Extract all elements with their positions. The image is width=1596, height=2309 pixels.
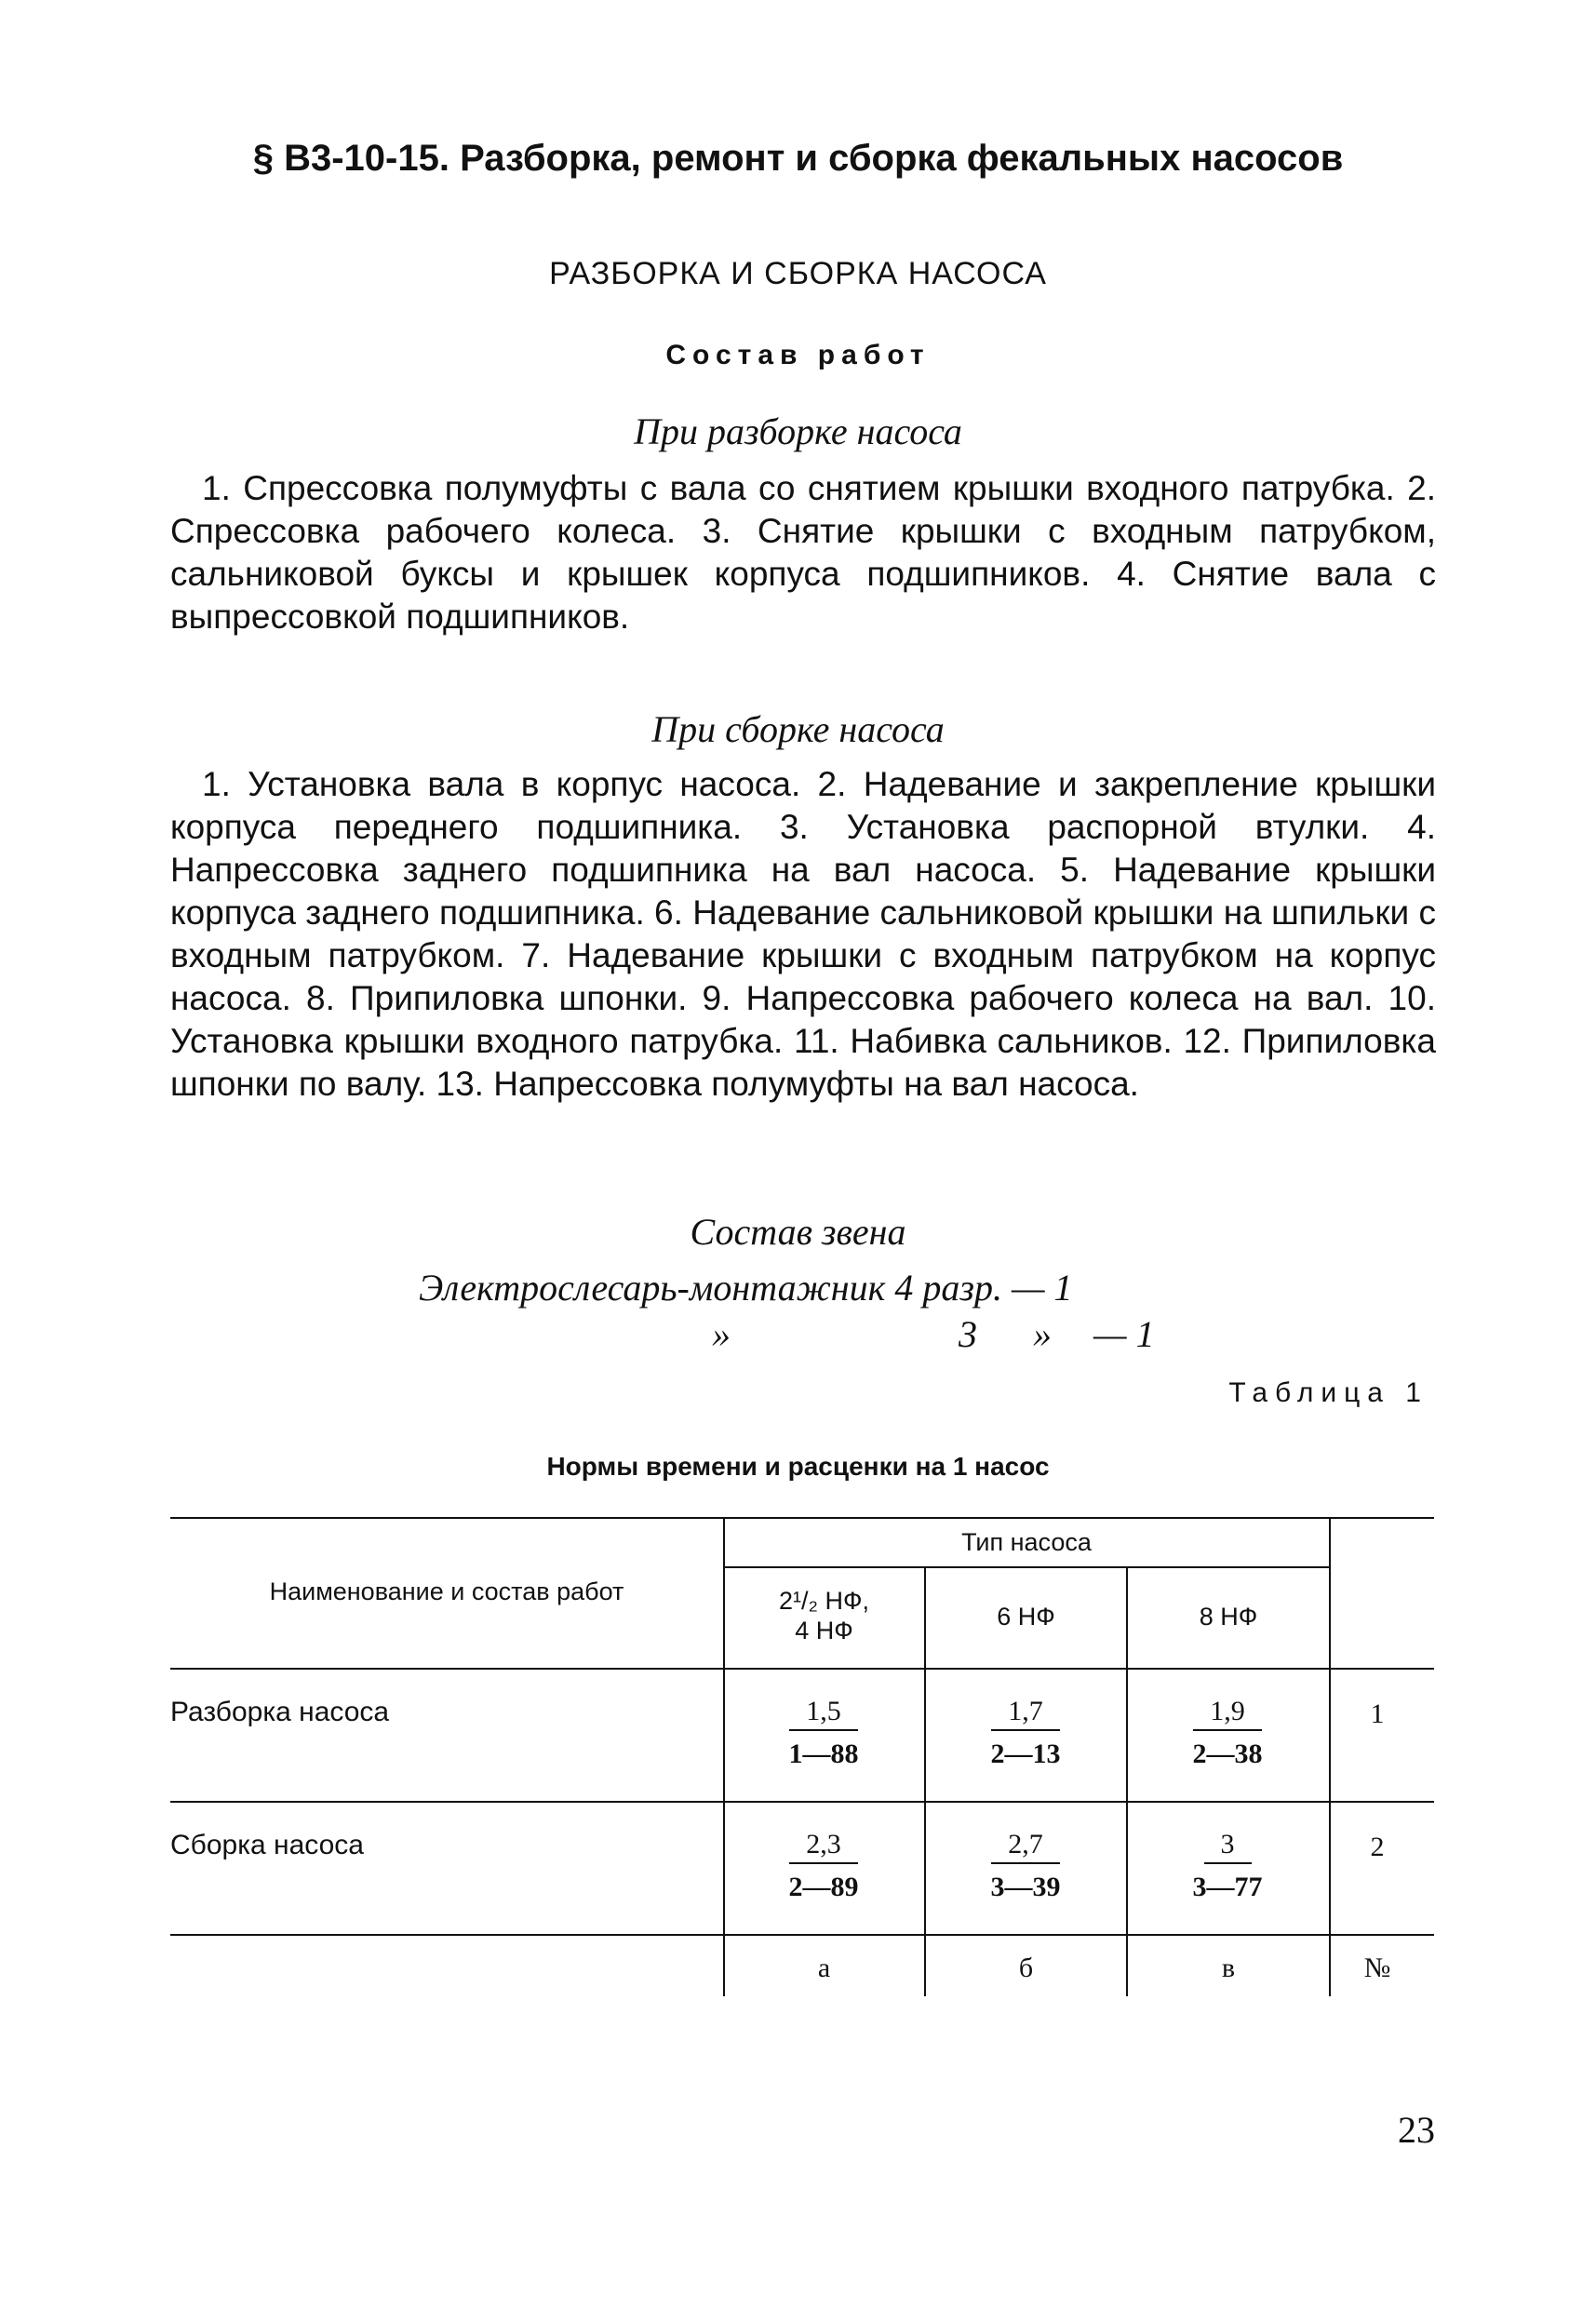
crew-title: Состав звена xyxy=(690,1211,906,1253)
assembly-text: 1. Установка вала в корпус насоса. 2. Надевание и закрепление крышки корпуса переднего подшипника. 3. Установка распорной втулки. 4. Напрессовка заднего подшипника на вал насоса. 5. Надевание крышки корпуса заднего подшипника. 6. Надевание сальниковой крышки на шпильки с входным патрубком. 7. Надевание крышки с входным патрубком на корпус насоса. 8. Припиловка шпонки. 9. Напрессовка рабочего колеса на вал. 10. Установка крышки входного патрубка. 11. Набивка сальников. 12. Припиловка шпонки по валу. 13. Напрессовка полумуфты на вал насоса. xyxy=(170,765,1436,1103)
table-top-rule xyxy=(170,1517,1434,1519)
disassembly-text: 1. Спрессовка полумуфты с вала со снятием крышки входного патрубка. 2. Спрессовка рабочего колеса. 3. Снятие крышки с входным патрубком, сальниковой буксы и крышек корпуса подшипников. 4. Снятие вала с выпрессовкой подшипников. xyxy=(170,469,1436,636)
row-1-name: Разборка насоса xyxy=(170,1697,390,1727)
table-title: Нормы времени и расценки на 1 насос xyxy=(546,1452,1050,1481)
pump-type-col-b: 6 НФ xyxy=(997,1603,1055,1631)
time-norm: 1,5 xyxy=(789,1696,858,1731)
crew-count: — 1 xyxy=(1093,1313,1155,1355)
section-title: РАЗБОРКА И СБОРКА НАСОСА xyxy=(549,256,1047,291)
col-name-header: Наименование и состав работ xyxy=(269,1577,624,1605)
table-label: Таблица 1 xyxy=(1228,1377,1428,1408)
time-norm: 1,9 xyxy=(1193,1696,1262,1731)
crew-ditto-2: » xyxy=(1033,1313,1052,1355)
work-composition-title: Состав работ xyxy=(665,340,931,370)
crew-ditto-1: » xyxy=(712,1313,731,1355)
time-norm: 1,7 xyxy=(991,1696,1060,1731)
footer-col-c: в xyxy=(1221,1953,1236,1983)
price: 3—77 xyxy=(1192,1872,1263,1902)
row-2-col-b xyxy=(923,1829,1128,1903)
row-2-col-a xyxy=(721,1829,926,1903)
footer-col-number: № xyxy=(1363,1953,1391,1983)
time-norm: 3 xyxy=(1204,1829,1252,1864)
pump-type-rule xyxy=(724,1566,1331,1568)
time-norm: 2,7 xyxy=(991,1829,1060,1864)
pump-type-col-a: 2¹/₂ НФ, 4 НФ xyxy=(778,1587,870,1644)
row-2-number: 2 xyxy=(1370,1832,1385,1862)
row-1-col-b xyxy=(923,1696,1128,1770)
pump-type-col-c: 8 НФ xyxy=(1199,1603,1258,1631)
page-heading: § В3-10-15. Разборка, ремонт и сборка фекальных насосов xyxy=(252,138,1344,179)
crew-line-1: Электрослесарь-монтажник 4 разр. — 1 xyxy=(419,1267,1073,1309)
disassembly-title: При разборке насоса xyxy=(634,410,962,452)
price: 2—13 xyxy=(990,1738,1061,1769)
price: 2—89 xyxy=(788,1872,859,1902)
footer-col-b: б xyxy=(1018,1953,1034,1983)
row-2-col-c xyxy=(1125,1829,1330,1903)
row-1-rule xyxy=(170,1801,1434,1803)
row-1-col-c xyxy=(1125,1696,1330,1770)
row-1-col-a xyxy=(721,1696,926,1770)
pump-type-header: Тип насоса xyxy=(961,1528,1092,1556)
time-norm: 2,3 xyxy=(789,1829,858,1864)
page-number: 23 xyxy=(1398,2109,1435,2151)
price: 3—39 xyxy=(990,1872,1061,1902)
header-bottom-rule xyxy=(170,1668,1434,1670)
assembly-title: При сборке насоса xyxy=(651,708,945,750)
row-2-name: Сборка насоса xyxy=(170,1830,364,1860)
price: 1—88 xyxy=(788,1738,859,1769)
crew-grade: 3 xyxy=(959,1313,977,1355)
footer-col-a: а xyxy=(817,1953,831,1983)
row-1-number: 1 xyxy=(1370,1698,1385,1729)
price: 2—38 xyxy=(1192,1738,1263,1769)
row-2-rule xyxy=(170,1934,1434,1936)
